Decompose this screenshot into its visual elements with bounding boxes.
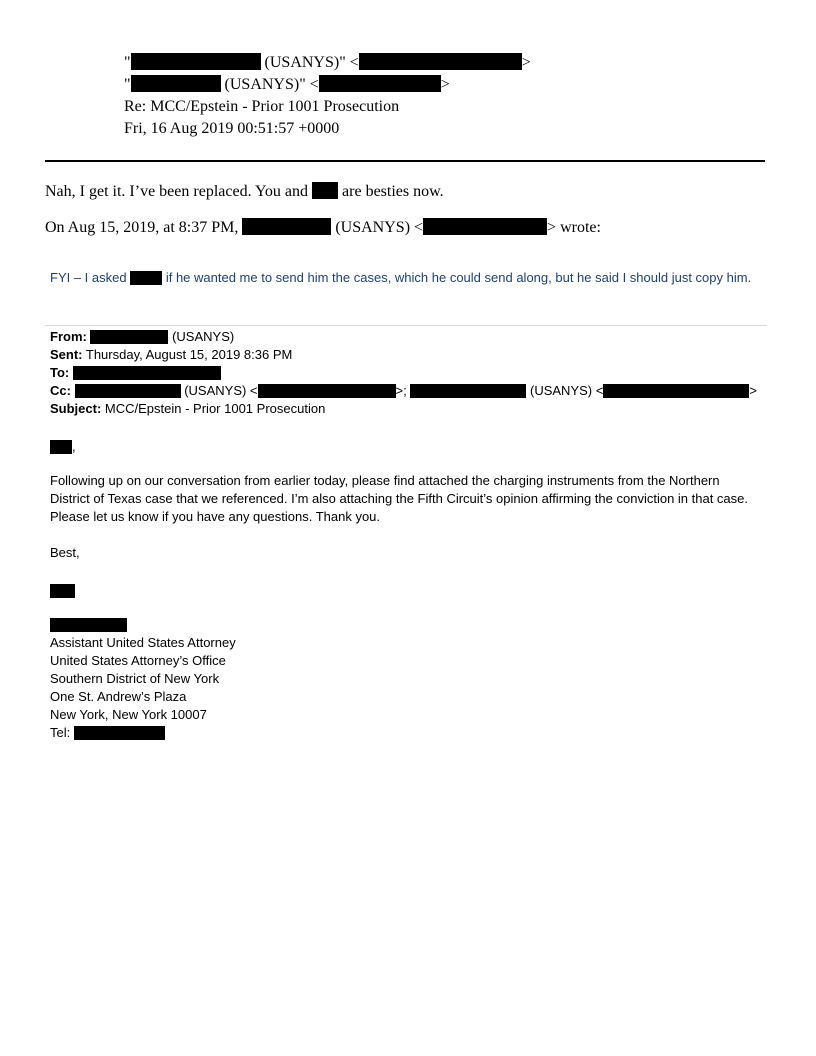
signature-tel: Tel: — [50, 724, 236, 742]
signature-office: United States Attorney’s Office — [50, 653, 226, 668]
redacted-name — [130, 271, 162, 285]
quote-attribution: On Aug 15, 2019, at 8:37 PM, (USANYS) < > wrote: — [45, 219, 601, 236]
header-divider — [45, 160, 765, 162]
fwd-subject-row: Subject: MCC/Epstein - Prior 1001 Prosecution — [50, 401, 326, 416]
closing: Best, — [50, 545, 80, 560]
redacted-recipient-email — [319, 75, 441, 92]
signature-street: One St. Andrew’s Plaza — [50, 689, 187, 704]
signature-name — [50, 616, 236, 634]
redacted-phone — [74, 726, 165, 740]
signature-initials — [50, 582, 75, 600]
date-value: Fri, 16 Aug 2019 00:51:57 +0000 — [124, 120, 340, 137]
redacted-cc-name — [410, 384, 526, 398]
redacted-recipient-name — [131, 75, 221, 92]
signature-district: Southern District of New York — [50, 671, 220, 686]
redacted-sender-name — [131, 53, 261, 70]
redacted-name — [50, 618, 127, 632]
redacted-author-email — [423, 218, 547, 235]
redacted-name — [50, 440, 72, 454]
signature-city: New York, New York 10007 — [50, 707, 207, 722]
redacted-cc-name — [75, 384, 181, 398]
forward-divider — [45, 325, 767, 326]
redacted-sender-email — [359, 53, 522, 70]
redacted-name — [312, 182, 338, 199]
greeting: , — [50, 438, 76, 456]
reply-text: Nah, I get it. I’ve been replaced. You and are besties now. — [45, 183, 444, 200]
body-paragraph: Following up on our conversation from earlier today, please find attached the charging instruments from the Northern District of Texas case that we referenced. I’m also attaching the Fifth Circuit’s opinion affirming the conviction in that case. Please let us know if you have any questions. Thank you. — [50, 473, 749, 524]
fwd-cc-row: Cc: (USANYS) < >; (USANYS) < > — [50, 383, 757, 398]
redacted-initials — [50, 584, 75, 598]
redacted-cc-email — [258, 384, 396, 398]
to-value: " (USANYS)" < > — [124, 76, 450, 93]
redacted-sender-name — [90, 330, 168, 344]
forwarded-header — [50, 328, 757, 418]
subject-value: Re: MCC/Epstein - Prior 1001 Prosecution — [124, 98, 400, 115]
redacted-recipient — [73, 366, 221, 380]
signature-title: Assistant United States Attorney — [50, 635, 236, 650]
fwd-from-row: From: (USANYS) — [50, 329, 235, 344]
fyi-message: FYI – I asked if he wanted me to send him the cases, which he could send along, but he said I should just copy him. — [50, 270, 752, 285]
fwd-to-row: To: — [50, 364, 757, 382]
redacted-cc-email — [603, 384, 749, 398]
redacted-author-name — [242, 218, 331, 235]
fwd-sent-row: Sent: Thursday, August 15, 2019 8:36 PM — [50, 347, 293, 362]
from-value: " (USANYS)" < > — [124, 54, 531, 71]
signature-block — [50, 616, 236, 742]
